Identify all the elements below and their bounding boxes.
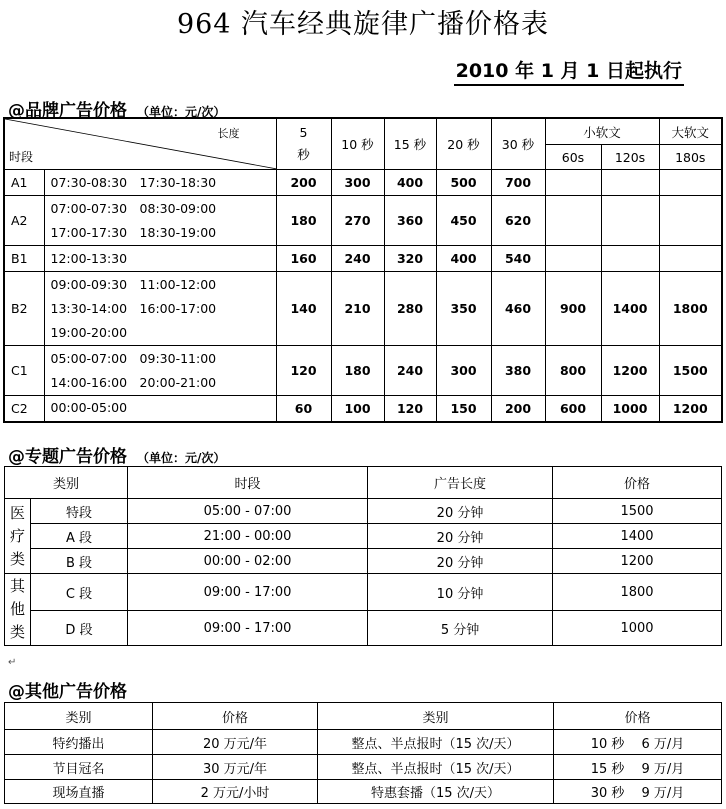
brand-price-s180 [659, 246, 722, 272]
group-other-char: 其 [9, 577, 25, 595]
special-header-price: 价格 [553, 467, 722, 499]
brand-price-s120: 1000 [601, 396, 659, 422]
other-header-category: 类别 [5, 703, 153, 730]
brand-time-line: 17:00-17:30 18:30-19:00 [50, 224, 217, 240]
brand-price-p5: 60 [276, 396, 331, 422]
special-heading-text: @专题广告价格 [8, 447, 127, 467]
brand-price-table [3, 117, 723, 423]
brand-price-s180 [659, 196, 722, 246]
brand-price-p10: 300 [331, 170, 384, 196]
special-row-price: 1800 [553, 574, 722, 611]
group-other [5, 574, 31, 646]
other-header-price2: 价格 [554, 703, 722, 730]
group-medical [5, 499, 31, 574]
brand-time-line: 07:00-07:30 08:30-09:00 [50, 200, 217, 216]
header-5s [276, 118, 331, 170]
brand-price-p10: 270 [331, 196, 384, 246]
brand-time-line: 12:00-13:30 [50, 250, 128, 266]
special-row-price: 1200 [553, 549, 722, 574]
group-medical-char: 医 [9, 503, 25, 522]
brand-price-p30: 540 [491, 246, 545, 272]
brand-row [4, 272, 722, 346]
diagonal-header-cell [4, 118, 276, 170]
group-other-char: 类 [9, 623, 25, 641]
brand-row-times [44, 346, 276, 396]
special-row-length: 20 分钟 [368, 549, 553, 574]
special-row-name: A 段 [31, 524, 128, 549]
other-row-price: 20 万元/年 [153, 730, 318, 755]
other-header-category2: 类别 [318, 703, 554, 730]
other-heading-text: @其他广告价格 [8, 682, 127, 702]
header-60s: 60s [545, 145, 601, 170]
brand-price-s120 [601, 196, 659, 246]
brand-price-p20: 500 [436, 170, 491, 196]
other-header-price: 价格 [153, 703, 318, 730]
special-unit: （单位：元/次） [137, 451, 226, 465]
brand-price-p15: 240 [384, 346, 436, 396]
special-header-period: 时段 [128, 467, 368, 499]
special-row-time: 09:00 - 17:00 [128, 611, 368, 646]
brand-row-times [44, 396, 276, 422]
brand-price-s60: 600 [545, 396, 601, 422]
brand-row-code: C2 [4, 396, 44, 422]
brand-price-s120 [601, 170, 659, 196]
special-row-price: 1400 [553, 524, 722, 549]
brand-time-line: 07:30-08:30 17:30-18:30 [50, 174, 217, 190]
brand-row-times [44, 272, 276, 346]
brand-price-p15: 120 [384, 396, 436, 422]
brand-price-s60 [545, 196, 601, 246]
special-row-name: B 段 [31, 549, 128, 574]
header-5s-bottom: 秒 [297, 147, 310, 162]
header-30s: 30 秒 [491, 118, 545, 170]
brand-price-p15: 400 [384, 170, 436, 196]
brand-heading-text: @品牌广告价格 [8, 101, 127, 121]
brand-price-p30: 700 [491, 170, 545, 196]
header-big-article: 大软文 [659, 118, 722, 145]
brand-time-line: 19:00-20:00 [50, 324, 128, 340]
header-length: 长度 [217, 127, 240, 140]
brand-price-p15: 360 [384, 196, 436, 246]
other-row-price: 30 万元/年 [153, 755, 318, 780]
brand-price-s180 [659, 170, 722, 196]
header-15s: 15 秒 [384, 118, 436, 170]
special-header-category: 类别 [5, 467, 128, 499]
brand-row [4, 346, 722, 396]
special-row-length: 5 分钟 [368, 611, 553, 646]
effective-date: 2010 年 1 月 1 日起执行 [454, 56, 684, 86]
brand-row [4, 196, 722, 246]
other-row-category: 特约播出 [5, 730, 153, 755]
brand-row-times [44, 170, 276, 196]
page-title: 964 汽车经典旋律广播价格表 [176, 9, 550, 40]
header-5s-top: 5 [299, 125, 308, 140]
brand-price-p20: 450 [436, 196, 491, 246]
brand-time-line: 09:00-09:30 11:00-12:00 [50, 276, 217, 292]
header-180s: 180s [659, 145, 722, 170]
brand-price-p5: 120 [276, 346, 331, 396]
brand-price-s180: 1500 [659, 346, 722, 396]
group-medical-char: 疗 [9, 526, 25, 545]
other-row-category2: 整点、半点报时（15 次/天） [318, 730, 554, 755]
brand-price-s120: 1200 [601, 346, 659, 396]
other-price-table [4, 702, 722, 804]
brand-price-s60: 900 [545, 272, 601, 346]
special-row-time: 00:00 - 02:00 [128, 549, 368, 574]
brand-price-p30: 460 [491, 272, 545, 346]
brand-unit: （单位：元/次） [137, 105, 226, 119]
header-120s: 120s [601, 145, 659, 170]
brand-price-p20: 350 [436, 272, 491, 346]
brand-row-code: A2 [4, 196, 44, 246]
header-10s: 10 秒 [331, 118, 384, 170]
special-row-time: 05:00 - 07:00 [128, 499, 368, 524]
brand-time-line: 13:30-14:00 16:00-17:00 [50, 300, 217, 316]
brand-price-p30: 200 [491, 396, 545, 422]
brand-price-p20: 300 [436, 346, 491, 396]
special-price-table [4, 466, 722, 646]
brand-price-s60 [545, 170, 601, 196]
brand-price-p30: 620 [491, 196, 545, 246]
header-small-article: 小软文 [545, 118, 659, 145]
brand-row-code: C1 [4, 346, 44, 396]
special-section-heading [8, 442, 225, 467]
special-row-price: 1500 [553, 499, 722, 524]
brand-price-p10: 180 [331, 346, 384, 396]
brand-price-s60 [545, 246, 601, 272]
brand-row [4, 170, 722, 196]
header-20s: 20 秒 [436, 118, 491, 170]
brand-price-p15: 280 [384, 272, 436, 346]
brand-price-p5: 180 [276, 196, 331, 246]
brand-price-s60: 800 [545, 346, 601, 396]
special-row-name: 特段 [31, 499, 128, 524]
other-row-category2: 特惠套播（15 次/天） [318, 780, 554, 804]
brand-price-p30: 380 [491, 346, 545, 396]
other-row-price: 2 万元/小时 [153, 780, 318, 804]
brand-row-times [44, 196, 276, 246]
other-row-price2: 10 秒 6 万/月 [554, 730, 722, 755]
brand-row [4, 246, 722, 272]
paragraph-mark: ↵ [8, 657, 17, 668]
special-row-time: 21:00 - 00:00 [128, 524, 368, 549]
brand-row [4, 396, 722, 422]
brand-time-line: 05:00-07:00 09:30-11:00 [50, 350, 217, 366]
brand-price-s120: 1400 [601, 272, 659, 346]
brand-price-p15: 320 [384, 246, 436, 272]
group-other-char: 他 [9, 600, 25, 618]
special-row-length: 20 分钟 [368, 499, 553, 524]
special-row-length: 20 分钟 [368, 524, 553, 549]
brand-time-line: 14:00-16:00 20:00-21:00 [50, 374, 217, 390]
brand-price-s120 [601, 246, 659, 272]
brand-row-code: B2 [4, 272, 44, 346]
brand-price-s180: 1800 [659, 272, 722, 346]
special-row-name: C 段 [31, 574, 128, 611]
special-row-length: 10 分钟 [368, 574, 553, 611]
brand-price-s180: 1200 [659, 396, 722, 422]
brand-price-p10: 100 [331, 396, 384, 422]
brand-row-code: B1 [4, 246, 44, 272]
other-row-category2: 整点、半点报时（15 次/天） [318, 755, 554, 780]
other-section-heading [8, 677, 127, 702]
special-row-time: 09:00 - 17:00 [128, 574, 368, 611]
brand-row-times [44, 246, 276, 272]
brand-row-code: A1 [4, 170, 44, 196]
special-row-name: D 段 [31, 611, 128, 646]
special-row-price: 1000 [553, 611, 722, 646]
brand-price-p5: 140 [276, 272, 331, 346]
brand-time-line: 00:00-05:00 [50, 400, 128, 416]
other-row-category: 节目冠名 [5, 755, 153, 780]
header-period: 时段 [9, 150, 34, 164]
group-medical-char: 类 [9, 549, 25, 568]
other-row-category: 现场直播 [5, 780, 153, 804]
brand-price-p5: 200 [276, 170, 331, 196]
other-row-price2: 15 秒 9 万/月 [554, 755, 722, 780]
brand-price-p10: 240 [331, 246, 384, 272]
brand-price-p20: 400 [436, 246, 491, 272]
other-row-price2: 30 秒 9 万/月 [554, 780, 722, 804]
brand-price-p5: 160 [276, 246, 331, 272]
brand-price-p20: 150 [436, 396, 491, 422]
special-header-length: 广告长度 [368, 467, 553, 499]
brand-price-p10: 210 [331, 272, 384, 346]
